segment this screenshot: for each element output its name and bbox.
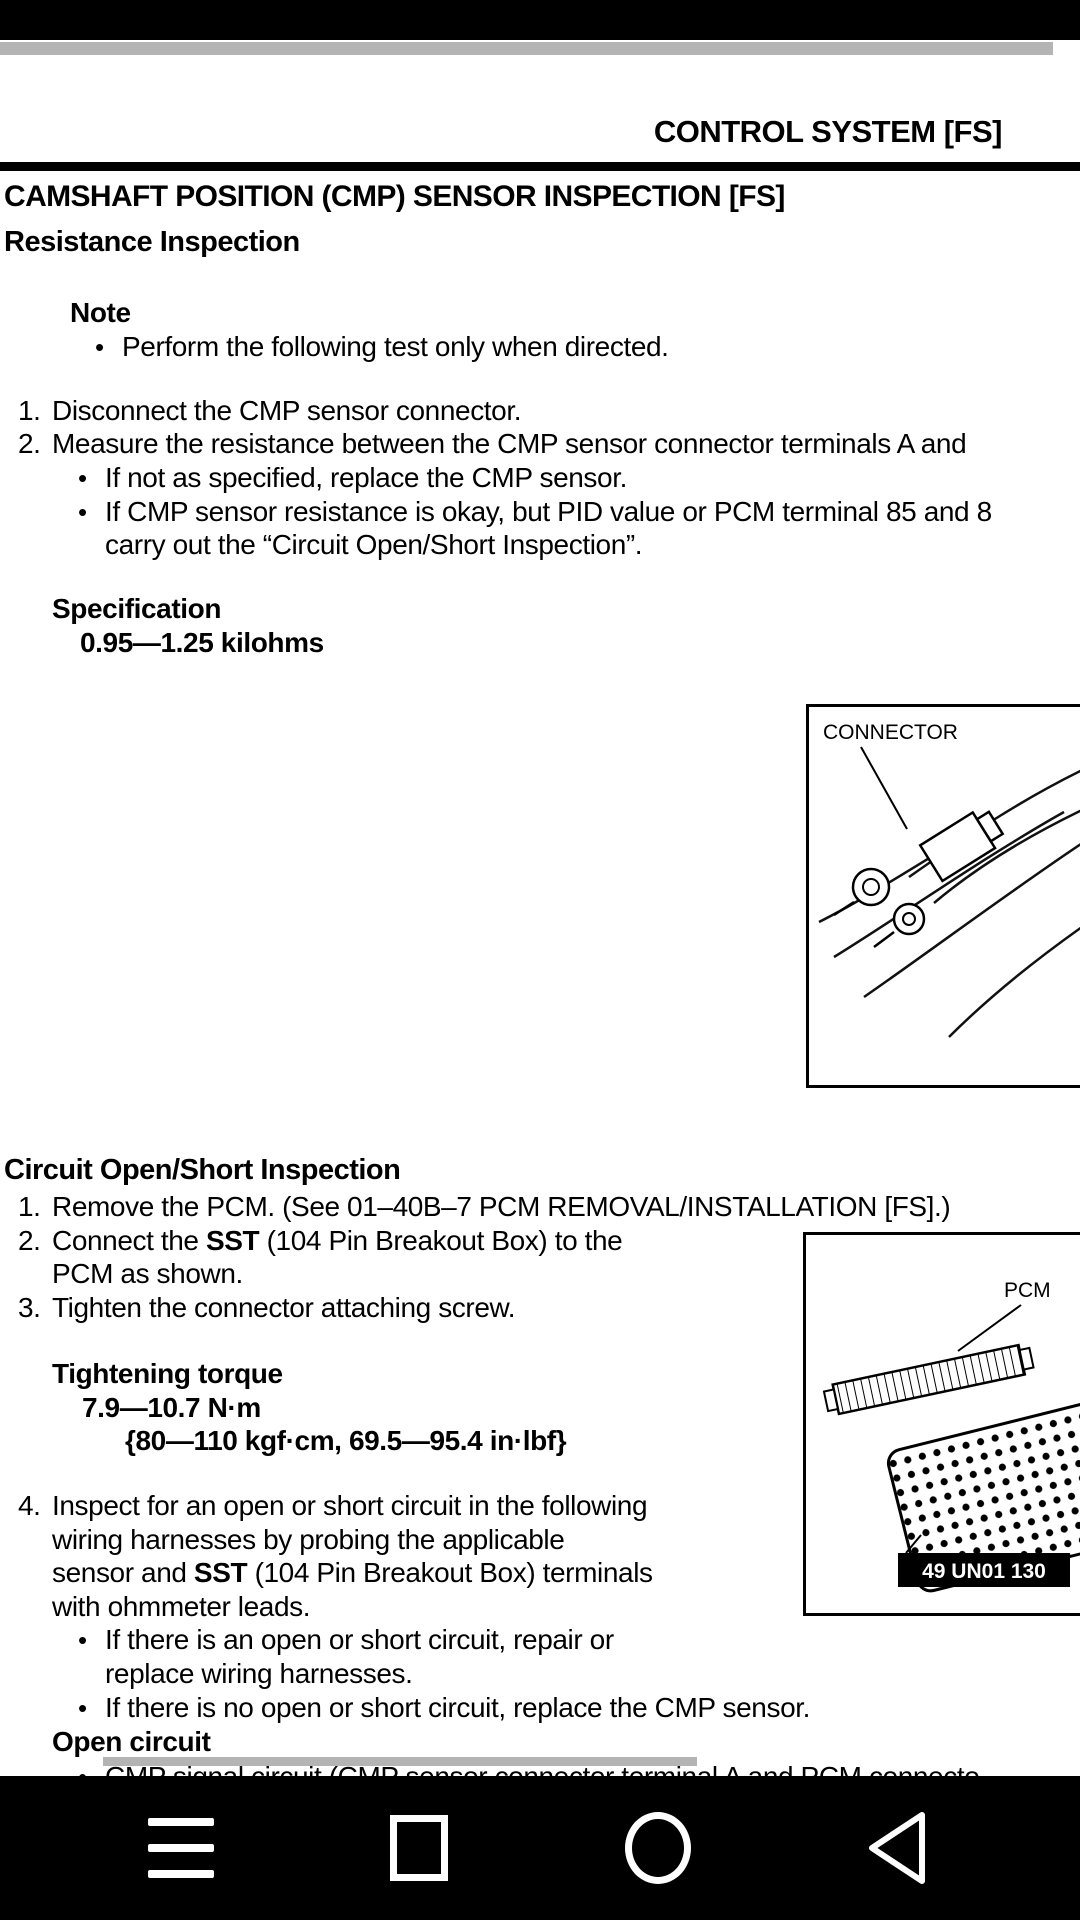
pcm-illustration xyxy=(806,1235,1080,1613)
pcm-figure xyxy=(803,1232,1080,1616)
back-icon[interactable] xyxy=(862,1809,932,1887)
status-bar xyxy=(0,0,1080,40)
bullet-glyph: • xyxy=(78,1693,87,1723)
page-title: CAMSHAFT POSITION (CMP) SENSOR INSPECTION [FS] xyxy=(4,180,785,213)
step-2-sub-1: • If not as specified, replace the CMP sensor. xyxy=(78,462,627,493)
recents-icon[interactable] xyxy=(390,1815,448,1881)
page-header-title: CONTROL SYSTEM [FS] xyxy=(653,114,1002,149)
step-1: 1. Disconnect the CMP sensor connector. xyxy=(18,395,522,426)
torque-alt-units: {80—110 kgf·cm, 69.5—95.4 in·lbf} xyxy=(125,1425,567,1456)
note-label: Note xyxy=(70,297,131,328)
circuit-inspection-heading: Circuit Open/Short Inspection xyxy=(4,1154,401,1186)
torque-label: Tightening torque xyxy=(52,1358,283,1389)
bullet-glyph: • xyxy=(78,1625,87,1655)
step-2-sub-2: • If CMP sensor resistance is okay, but PID value or PCM terminal 85 and 8 xyxy=(78,496,992,527)
header-rule xyxy=(0,162,1080,171)
specification-value: 0.95—1.25 kilohms xyxy=(80,627,324,658)
circuit-step-2: 2. Connect the SST (104 Pin Breakout Box) to the xyxy=(18,1225,623,1256)
connector-figure xyxy=(806,704,1080,1088)
circuit-step-1: 1. Remove the PCM. (See 01–40B–7 PCM REMOVAL/INSTALLATION [FS].) xyxy=(18,1191,951,1222)
step-4-sub-2: • If there is no open or short circuit, replace the CMP sensor. xyxy=(78,1692,810,1723)
circuit-step-4-l2: wiring harnesses by probing the applicable xyxy=(52,1524,565,1555)
connector-illustration xyxy=(809,707,1080,1085)
bullet-glyph: • xyxy=(78,497,87,527)
home-icon[interactable] xyxy=(625,1812,691,1884)
menu-icon[interactable] xyxy=(148,1776,214,1920)
bullet-glyph: • xyxy=(78,463,87,493)
specification-label: Specification xyxy=(52,593,222,624)
horizontal-scrollbar-top[interactable] xyxy=(0,42,1053,55)
pcm-figure-label: PCM xyxy=(1004,1279,1051,1302)
torque-value: 7.9—10.7 N·m xyxy=(82,1392,261,1423)
connector-figure-label: CONNECTOR xyxy=(823,721,958,744)
circuit-step-4-l4: with ohmmeter leads. xyxy=(52,1591,311,1622)
note-item: • Perform the following test only when directed. xyxy=(95,331,669,362)
open-circuit-label: Open circuit xyxy=(52,1726,211,1757)
bullet-glyph: • xyxy=(95,332,104,362)
step-2: 2. Measure the resistance between the CMP sensor connector terminals A and xyxy=(18,428,967,459)
step-2-sub-2-cont: carry out the “Circuit Open/Short Inspection”. xyxy=(105,529,643,560)
circuit-step-4-l3: sensor and SST (104 Pin Breakout Box) terminals xyxy=(52,1557,653,1588)
step-4-sub-1: • If there is an open or short circuit, repair or xyxy=(78,1624,614,1655)
circuit-step-3: 3. Tighten the connector attaching screw. xyxy=(18,1292,516,1323)
android-nav-bar xyxy=(0,1776,1080,1920)
step-4-sub-1-cont: replace wiring harnesses. xyxy=(105,1658,413,1689)
part-code-label: 49 UN01 130 xyxy=(922,1560,1046,1583)
resistance-inspection-heading: Resistance Inspection xyxy=(4,226,300,258)
circuit-step-4: 4. Inspect for an open or short circuit in the following xyxy=(18,1490,648,1521)
circuit-step-2-cont: PCM as shown. xyxy=(52,1258,243,1289)
